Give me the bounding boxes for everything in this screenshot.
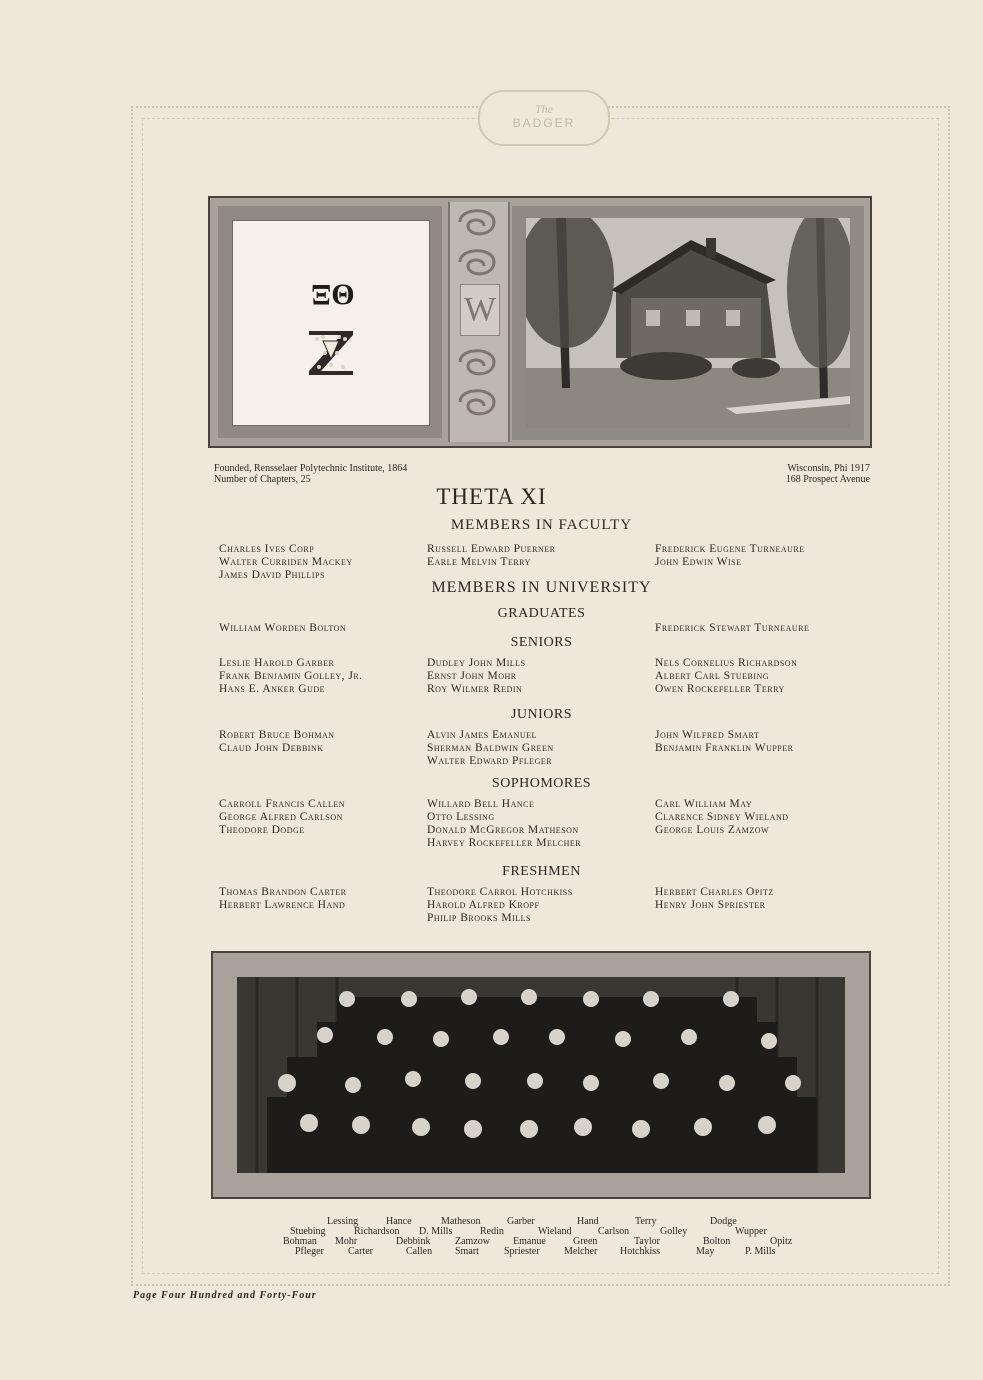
group-photo-caption: [200, 1216, 860, 1260]
member-name: Sherman Baldwin Green: [427, 742, 554, 754]
chapter-house-photo: [526, 218, 850, 428]
caption-name: Richardson: [354, 1226, 400, 1237]
juniors-col-3: [655, 729, 793, 755]
juniors-col-2: [427, 729, 554, 768]
member-name: William Worden Bolton: [219, 622, 347, 634]
member-name: Herbert Charles Opitz: [655, 886, 774, 898]
member-name: Frederick Stewart Turneaure: [655, 622, 810, 634]
seniors-heading: SENIORS: [510, 635, 573, 650]
caption-name: Garber: [507, 1216, 535, 1227]
chapter-line: Wisconsin, Phi 1917: [787, 463, 870, 474]
faculty-heading: MEMBERS IN FACULTY: [450, 517, 633, 533]
freshmen-heading: FRESHMEN: [502, 864, 581, 879]
sophomores-col-2: [427, 798, 581, 850]
member-name: Hans E. Anker Gude: [219, 683, 326, 695]
member-name: Owen Rockefeller Terry: [655, 683, 785, 695]
member-name: Henry John Spriester: [655, 899, 766, 911]
member-name: Alvin James Emanuel: [427, 729, 537, 741]
group-photo-frame: [211, 951, 871, 1199]
member-name: George Louis Zamzow: [655, 824, 770, 836]
caption-name: Mohr: [335, 1236, 358, 1247]
member-name: Nels Cornelius Richardson: [655, 657, 798, 669]
caption-name: Wupper: [735, 1226, 767, 1237]
member-name: Herbert Lawrence Hand: [219, 899, 346, 911]
faculty-col-1: [219, 543, 353, 582]
caption-name: Lessing: [327, 1216, 359, 1227]
member-name: Dudley John Mills: [427, 657, 526, 669]
caption-name: P. Mills: [745, 1246, 776, 1257]
sophomores-heading: SOPHOMORES: [491, 776, 592, 791]
caption-name: Carlson: [598, 1226, 630, 1237]
page-footer: Page Four Hundred and Forty-Four: [133, 1290, 317, 1301]
caption-name: Bohman: [283, 1236, 317, 1247]
faculty-col-2: [427, 543, 556, 569]
member-name: Carl William May: [655, 798, 753, 810]
member-name: Donald McGregor Matheson: [427, 824, 579, 836]
founded-line: Founded, Rensselaer Polytechnic Institute, 1864: [214, 463, 408, 474]
greek-letters: ΘΞ: [311, 278, 355, 311]
seniors-col-2: [427, 657, 526, 696]
caption-name: Opitz: [770, 1236, 793, 1247]
member-name: Theodore Carrol Hotchkiss: [427, 886, 573, 898]
address-line: 168 Prospect Avenue: [785, 474, 870, 485]
badge-bottom-text: BADGER: [512, 116, 576, 130]
member-name: Roy Wilmer Redin: [427, 683, 523, 695]
fraternity-title: THETA XI: [436, 484, 547, 509]
member-name: John Edwin Wise: [655, 556, 742, 568]
juniors-col-1: [219, 729, 335, 755]
house-photo-frame: [512, 206, 864, 440]
seniors-col-1: [219, 657, 363, 696]
badge-top-text: The: [535, 102, 553, 116]
seniors-col-3: [655, 657, 797, 696]
freshmen-col-2: [427, 886, 573, 925]
member-name: Philip Brooks Mills: [427, 912, 531, 924]
member-name: Otto Lessing: [427, 811, 495, 823]
university-heading: MEMBERS IN UNIVERSITY: [431, 579, 652, 596]
member-name: Albert Carl Stuebing: [655, 670, 770, 682]
caption-name: Melcher: [564, 1246, 598, 1257]
caption-name: Zamzow: [455, 1236, 490, 1247]
founded-info: [214, 463, 407, 485]
graduates-heading: GRADUATES: [497, 606, 586, 621]
caption-name: Bolton: [703, 1236, 731, 1247]
caption-name: Smart: [455, 1246, 479, 1257]
juniors-heading: JUNIORS: [510, 707, 573, 722]
member-name: Frank Benjamin Golley, Jr.: [219, 670, 363, 682]
member-name: Walter Curriden Mackey: [219, 556, 353, 568]
sophomores-col-3: [655, 798, 789, 837]
caption-name: Golley: [660, 1226, 688, 1237]
member-name: Earle Melvin Terry: [427, 556, 531, 568]
caption-name: Carter: [348, 1246, 373, 1257]
crest-panel-inner: [232, 220, 430, 426]
caption-name: Hance: [386, 1216, 412, 1227]
member-name: Harold Alfred Kropf: [427, 899, 540, 911]
caption-name: Green: [573, 1236, 598, 1247]
member-name: Russell Edward Puerner: [427, 543, 556, 555]
caption-name: Dodge: [710, 1216, 737, 1227]
caption-name: May: [696, 1246, 715, 1257]
member-name: Benjamin Franklin Wupper: [655, 742, 794, 754]
member-name: Walter Edward Pfleger: [427, 755, 553, 767]
member-name: James David Phillips: [219, 569, 325, 581]
graduates-col-3: [655, 622, 809, 635]
member-name: Carroll Francis Callen: [219, 798, 346, 810]
ornamental-strip: [448, 202, 510, 442]
crest-panel: [218, 206, 442, 438]
group-photo: [237, 977, 845, 1173]
freshmen-col-1: [219, 886, 346, 912]
chapter-house-image: [526, 218, 850, 428]
member-name: Willard Bell Hance: [427, 798, 535, 810]
member-name: Theodore Dodge: [219, 824, 305, 836]
chapter-info: [700, 463, 870, 485]
graduates-col-1: [219, 622, 346, 635]
caption-name: Redin: [480, 1226, 504, 1237]
caption-name: Stuebing: [290, 1226, 326, 1237]
faculty-col-3: [655, 543, 805, 569]
member-name: Claud John Debbink: [219, 742, 324, 754]
caption-name: Matheson: [441, 1216, 481, 1227]
chapter-banner: [208, 196, 872, 448]
member-name: Thomas Brandon Carter: [219, 886, 347, 898]
badger-header-badge: [478, 90, 610, 146]
caption-name: Taylor: [634, 1236, 660, 1247]
member-name: Leslie Harold Garber: [219, 657, 335, 669]
member-name: Robert Bruce Bohman: [219, 729, 335, 741]
fraternity-badge-icon: [303, 325, 359, 381]
member-name: Clarence Sidney Wieland: [655, 811, 789, 823]
member-name: John Wilfred Smart: [655, 729, 760, 741]
member-name: Harvey Rockefeller Melcher: [427, 837, 582, 849]
member-name: Ernst John Mohr: [427, 670, 517, 682]
caption-name: Emanue: [513, 1236, 546, 1247]
caption-name: Wieland: [538, 1226, 572, 1237]
chapters-count-line: Number of Chapters, 25: [214, 474, 311, 485]
group-photo-image: [237, 977, 845, 1173]
member-name: George Alfred Carlson: [219, 811, 343, 823]
member-name: Charles Ives Corp: [219, 543, 315, 555]
caption-name: Terry: [635, 1216, 657, 1227]
caption-name: Callen: [406, 1246, 433, 1257]
caption-name: Spriester: [504, 1246, 540, 1257]
caption-name: Pfleger: [295, 1246, 324, 1257]
monogram-letter: W: [460, 284, 500, 336]
sophomores-col-1: [219, 798, 345, 837]
member-name: Frederick Eugene Turneaure: [655, 543, 805, 555]
caption-name: Debbink: [396, 1236, 431, 1247]
freshmen-col-3: [655, 886, 774, 912]
caption-name: Hand: [577, 1216, 599, 1227]
caption-name: Hotchkiss: [620, 1246, 660, 1257]
caption-name: D. Mills: [419, 1226, 453, 1237]
